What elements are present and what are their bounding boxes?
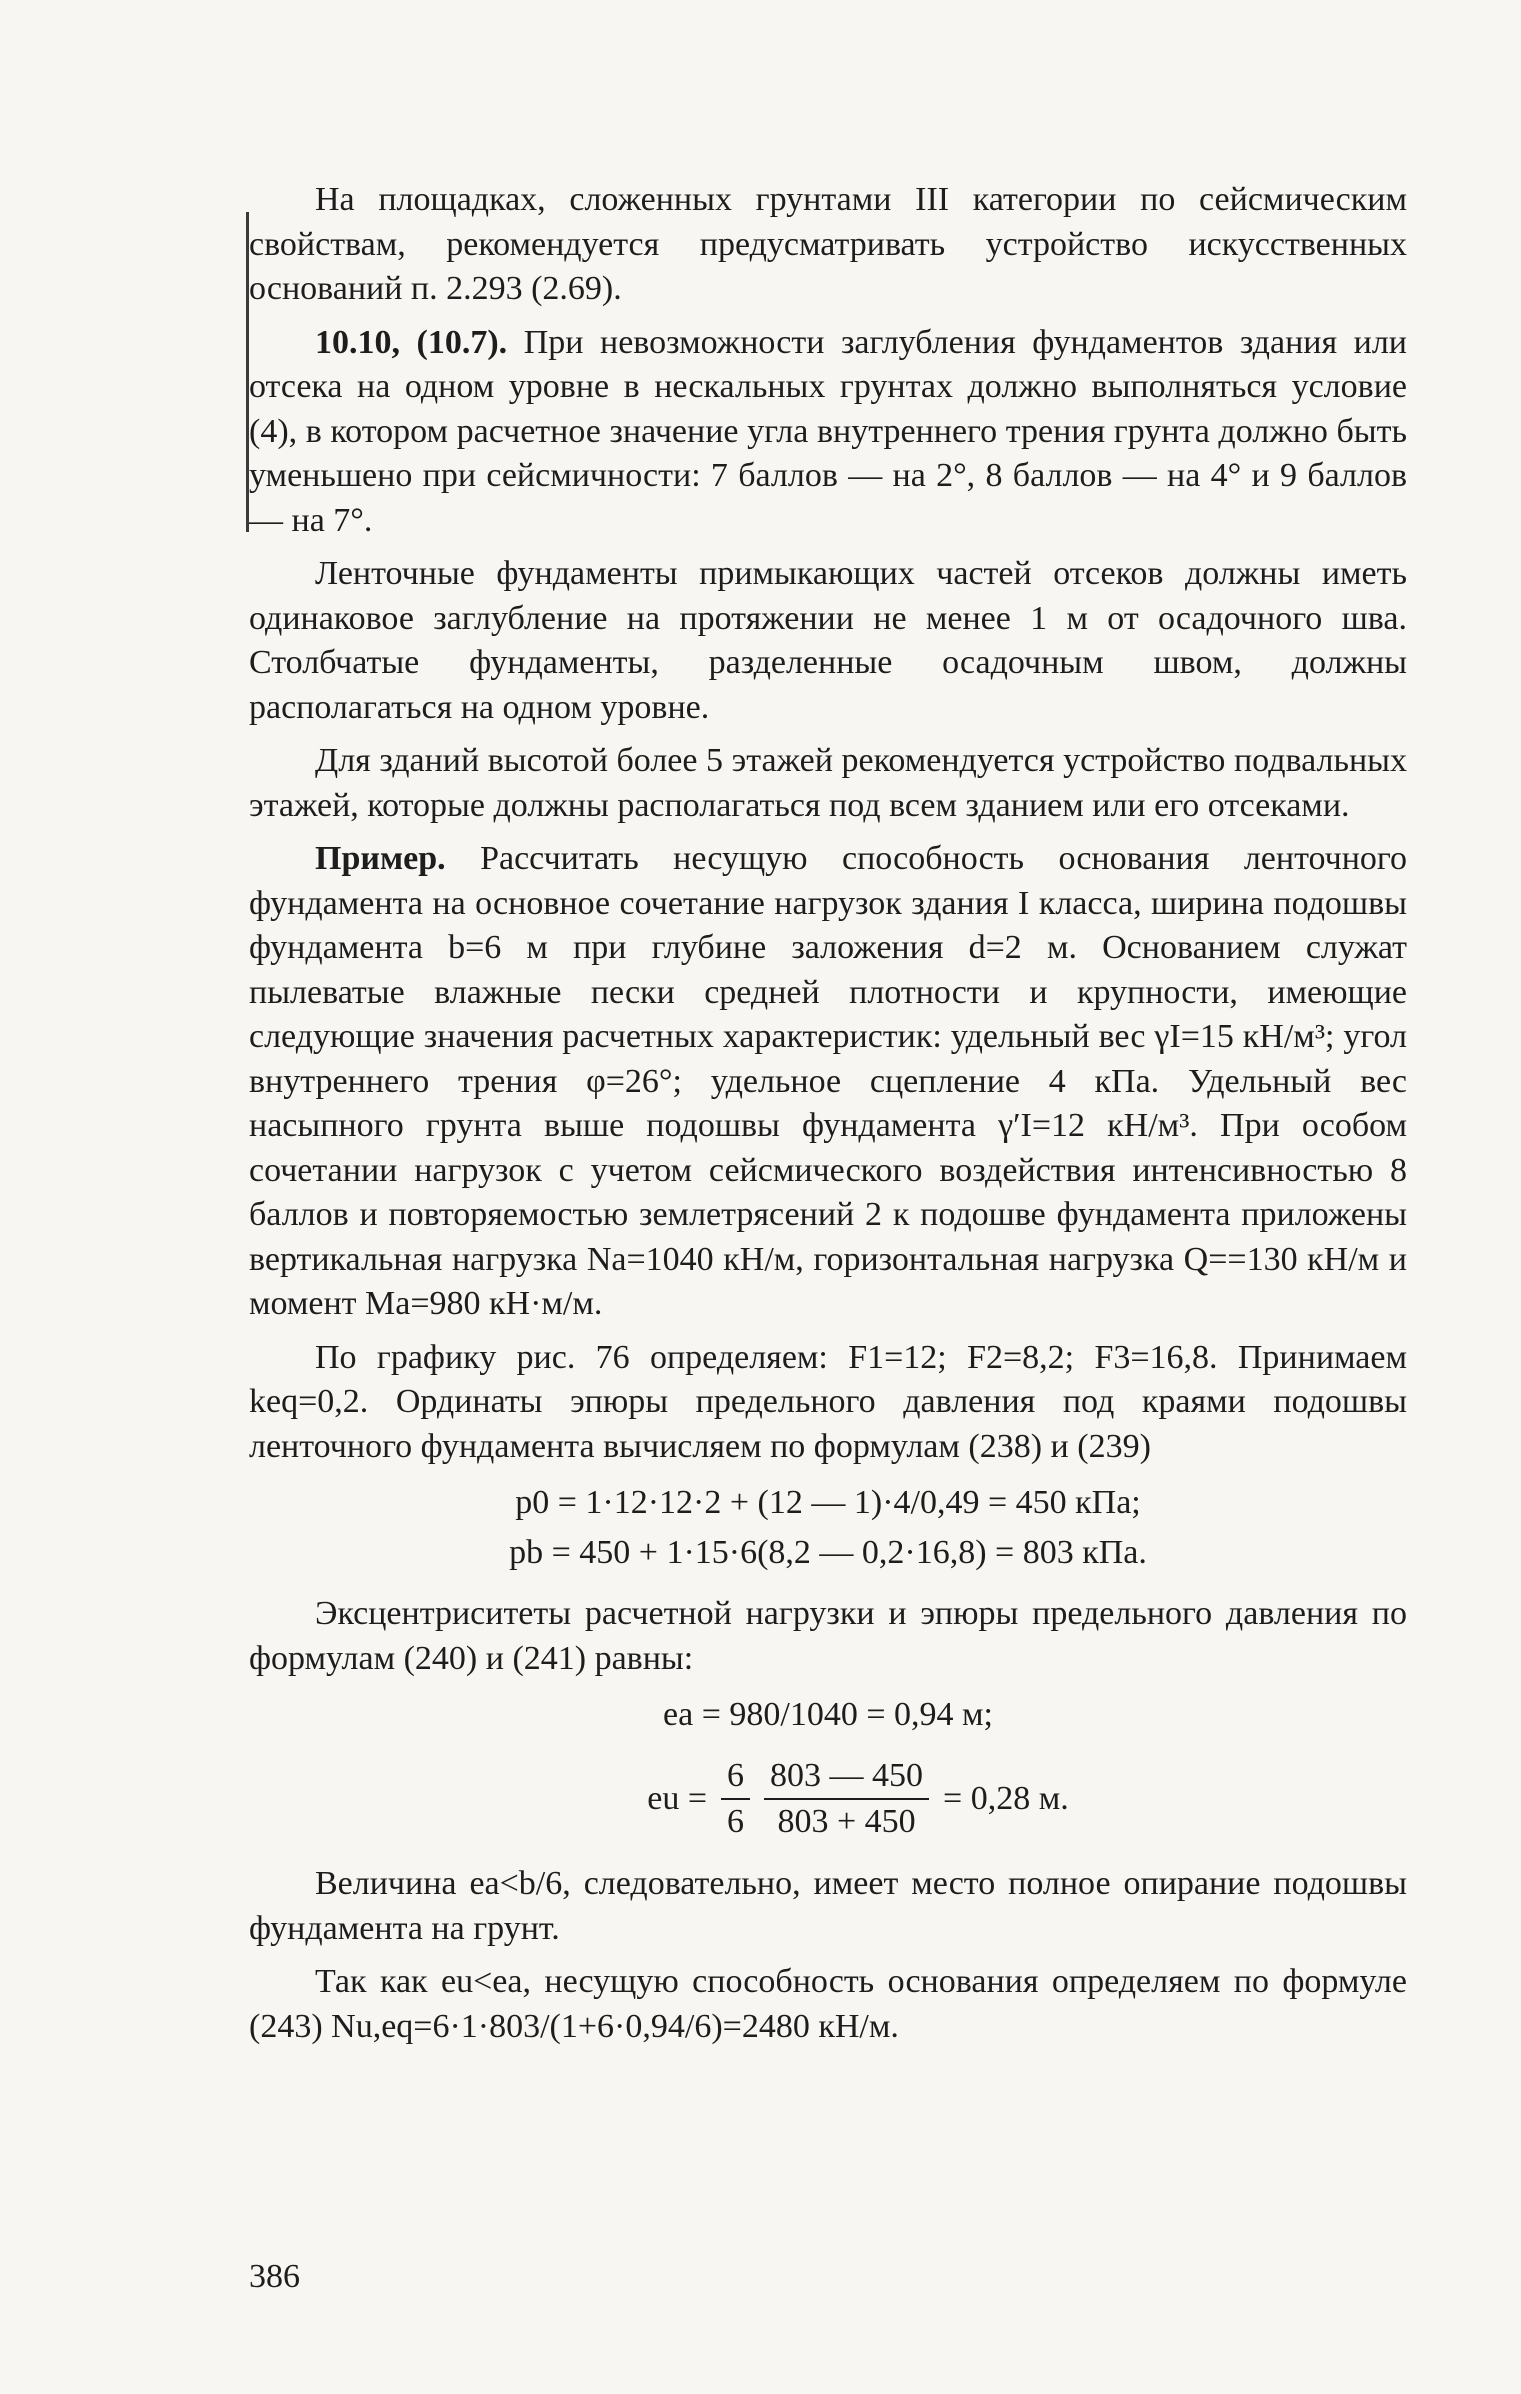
paragraph-bearing-capacity: Так как eu<ea, несущую способность основания определяем по формуле (243) Nu,eq=6·1·803/(1+6·0,94/6)=2480 кН/м. [249, 1963, 1407, 2045]
fraction-six-over-six [721, 1754, 750, 1844]
fraction-numerator: 6 [721, 1754, 750, 1800]
fraction-pressure-ratio [764, 1754, 929, 1844]
body-text [249, 178, 1407, 2058]
formula-block-pressure [249, 1478, 1407, 1578]
fraction-denominator: 803 + 450 [777, 1803, 916, 1840]
formula-eu [309, 1754, 1407, 1844]
formula-pb: pb = 450 + 1·15·6(8,2 — 0,2·16,8) = 803 кПа. [509, 1534, 1147, 1571]
paragraph-strip-foundations: Ленточные фундаменты примыкающих частей отсеков должны иметь одинаковое заглубление на протяжении не менее 1 м от осадочного шва. Столбчатые фундаменты, разделенные осадочным швом, должны располагаться на одном уровне. [249, 555, 1407, 726]
paragraph-eccentricities: Эксцентриситеты расчетной нагрузки и эпюры предельного давления по формулам (240) и (241) равны: [249, 1595, 1407, 1677]
clause-number: 10.10, (10.7). [315, 323, 508, 361]
paragraph-example [249, 837, 1407, 1327]
paragraph-seismic-soils: На площадках, сложенных грунтами III категории по сейсмическим свойствам, рекомендуется предусматривать устройство искусственных оснований п. 2.293 (2.69). [249, 181, 1407, 307]
example-label: Пример. [315, 840, 446, 877]
fraction-denominator: 6 [727, 1803, 745, 1840]
page-number: 386 [249, 2258, 300, 2295]
formula-p0: p0 = 1·12·12·2 + (12 — 1)·4/0,49 = 450 кПа; [515, 1484, 1141, 1521]
example-text: Рассчитать несущую способность основания ленточного фундамента на основное сочетание нагрузок здания I класса, ширина подошвы фундамента b=6 м при глубине заложения d=2 м. Основанием служат пылеватые влажные пески средней плотности и крупности, имеющие следующие значения расчетных характеристик: удельный вес γI=15 кН/м³; угол внутреннего трения φ=26°; удельное сцепление 4 кПа. Удельный вес насыпного грунта выше подошвы фундамента γ′I=12 кН/м³. При особом сочетании нагрузок с учетом сейсмического воздействия интенсивностью 8 баллов и повторяемостью землетрясений 2 к подошве фундамента приложены вертикальная нагрузка Na=1040 кН/м, горизонтальная нагрузка Q==130 кН/м и момент Ma=980 кН·м/м. [249, 840, 1407, 1322]
formula-eu-rhs: = 0,28 м. [943, 1779, 1069, 1817]
paragraph-basements: Для зданий высотой более 5 этажей рекомендуется устройство подвальных этажей, которые должны располагаться под всем зданием или его отсеками. [249, 742, 1407, 824]
paragraph-graph-values: По графику рис. 76 определяем: F1=12; F2=8,2; F3=16,8. Принимаем keq=0,2. Ординаты эпюры предельного давления под краями подошвы ленточного фундамента вычисляем по формулам (238) и (239) [249, 1338, 1407, 1465]
paragraph-full-bearing: Величина ea<b/6, следовательно, имеет место полное опирание подошвы фундамента на грунт. [249, 1865, 1407, 1947]
formula-ea: ea = 980/1040 = 0,94 м; [663, 1696, 993, 1733]
formula-eu-lhs: eu = [647, 1779, 708, 1817]
clause-text: При невозможности заглубления фундаментов здания или отсека на одном уровне в нескальных грунтах должно выполняться условие (4), в котором расчетное значение угла внутреннего трения грунта должно быть уменьшено при сейсмичности: 7 баллов — на 2°, 8 баллов — на 4° и 9 баллов — на 7°. [249, 323, 1407, 539]
fraction-numerator: 803 — 450 [764, 1754, 929, 1800]
paragraph-10-10 [249, 321, 1407, 544]
